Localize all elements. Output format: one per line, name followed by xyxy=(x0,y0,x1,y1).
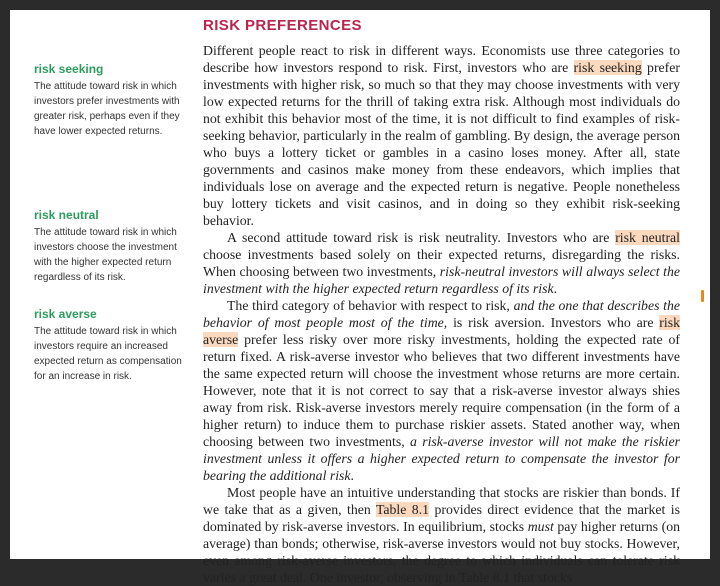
glossary-entry-risk-averse xyxy=(34,307,186,384)
text-run: A second attitude toward risk is risk neutrality. Investors who are xyxy=(227,230,616,245)
textbook-page xyxy=(10,10,710,585)
glossary-entry-risk-neutral xyxy=(34,208,186,285)
section-heading: RISK PREFERENCES xyxy=(203,17,362,34)
glossary-term: risk averse xyxy=(34,307,97,321)
text-run: is risk aversion. Investors who are xyxy=(447,315,660,330)
glossary-definition: The attitude toward risk in which investors require an increased expected return as compensation for an increase in risk. xyxy=(34,326,182,382)
text-run: prefer less risky over more risky investments, holding the expected rate of return fixed. A risk-averse investor who believes that two different investments have the same expected return will choose the investment whose returns are more certain. However, note that it is not correct to say that a risk-averse investor always shies away from risk. Risk-averse investors merely require compensation (in the form of a higher return) to induce them to purchase riskier assets. Stated another way, when choosing between two investments, xyxy=(203,332,680,449)
scroll-position-marker[interactable] xyxy=(701,290,704,302)
text-run: choose investments based solely on their expected returns, disregarding the risks. When choosing between two investments, xyxy=(203,247,680,279)
paragraph-risk-neutral xyxy=(203,229,680,297)
glossary-definition: The attitude toward risk in which investors choose the investment with the higher expected return regardless of its risk. xyxy=(34,227,177,283)
text-run: prefer investments with higher risk, so much so that they may choose investments with very low expected returns for the thrill of taking extra risk. Although most individuals do not exhibit this behavior most of the time, it is not difficult to find examples of risk-seeking behavior, particularly in the realm of gambling. By design, the average person who buys a lottery ticket or gambles in a casino loses money. After all, state governments and casinos make money from these endeavors, which implies that individuals lose on average and the expected return is negative. People nonetheless buy lottery tickets and visit casinos, and in doing so they exhibit risk-seeking behavior. xyxy=(203,60,680,228)
highlight-risk-averse[interactable]: risk averse xyxy=(203,315,680,347)
paragraph-risk-averse xyxy=(203,297,680,484)
text-run: Most people have an intuitive understanding that stocks are riskier than bonds. If we take that as a given, then xyxy=(203,485,680,517)
emphasis-text: must xyxy=(527,519,554,534)
emphasis-text: and the one that describes the behavior of most people most of the time, xyxy=(203,298,680,330)
text-run: pay higher returns (on average) than bonds; otherwise, risk-averse investors would not buy stocks. However, even among risk-averse investors, the degree to which individuals can tolerate risk varies a great deal. One investor, observing in Table 8.1 that stocks xyxy=(203,519,680,585)
highlight-risk-neutral[interactable]: risk neutral xyxy=(615,230,681,245)
text-run: provides direct evidence that the market is dominated by risk-averse investors. In equilibrium, stocks xyxy=(203,502,681,534)
glossary-entry-risk-seeking xyxy=(34,62,186,139)
emphasis-text: risk-neutral investors will always select the investment with the higher expected return regardless of its risk xyxy=(203,264,680,296)
text-run: The third category of behavior with respect to risk, xyxy=(227,298,514,313)
text-run: . xyxy=(553,281,558,296)
highlight-risk-seeking[interactable]: risk seeking xyxy=(573,60,642,75)
glossary-term: risk neutral xyxy=(34,208,99,222)
emphasis-text: a risk-averse investor will not make the riskier investment unless it offers a higher expected return to compensate the investor for bearing the additional risk xyxy=(203,434,681,483)
table-reference-link[interactable]: Table 8.1 xyxy=(375,502,430,517)
glossary-term: risk seeking xyxy=(34,62,104,76)
text-run: . xyxy=(350,468,354,483)
paragraph-risk-seeking xyxy=(203,42,680,229)
paragraph-stocks-bonds xyxy=(203,484,680,586)
body-text xyxy=(203,42,680,586)
glossary-definition: The attitude toward risk in which investors prefer investments with greater risk, perhaps even if they have lower expected returns. xyxy=(34,81,180,137)
text-run: Different people react to risk in different ways. Economists use three categories to describe how investors respond to risk. First, investors who are xyxy=(203,43,680,75)
